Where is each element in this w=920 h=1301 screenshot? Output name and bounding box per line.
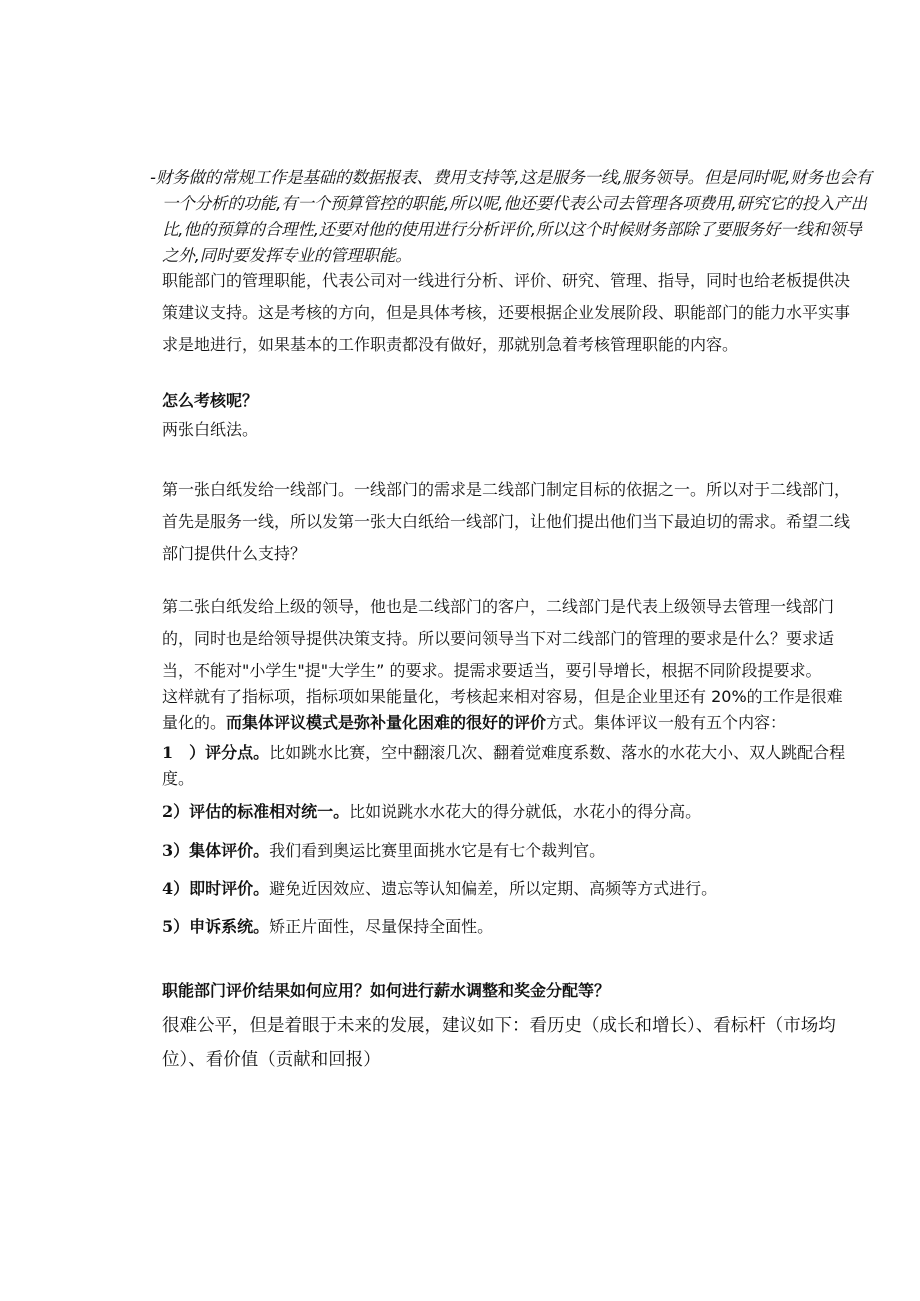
apply-line: 位）、看价值（贡献和回报）: [162, 1050, 381, 1070]
apply-line: 很难公平，但是着眼于未来的发展，建议如下：看历史（成长和增长）、看标杆（市场均: [162, 1016, 836, 1036]
intro-line: 一个分析的功能,有一个预算管控的职能,所以呢,他还要代表公司去管理各项费用,研究它的投入产出: [162, 194, 867, 213]
item-title: 即时评价。: [189, 879, 270, 898]
apply-paragraph: [162, 1009, 836, 1077]
intro-italic-paragraph: [150, 165, 872, 269]
item-text: 比如跳水比赛，空中翻滚几次、翻着觉难度系数、落水的水花大小、双人跳配合程: [269, 743, 846, 762]
indicator-bold: 而集体评议模式是弥补量化困难的很好的评价: [226, 713, 547, 732]
item-number: 5）: [162, 917, 190, 936]
sheet2-paragraph: [162, 591, 834, 687]
sheet2-line: 第二张白纸发给上级的领导，他也是二线部门的客户，二线部门是代表上级领导去管理一线部门: [162, 597, 835, 616]
item-text: 矫正片面性，尽量保持全面性。: [269, 917, 494, 936]
indicator-line: [162, 710, 843, 736]
mgmt-line: 求是地进行，如果基本的工作职责都没有做好，那就别急着考核管理职能的内容。: [162, 335, 739, 354]
list-item: [162, 873, 717, 905]
apply-heading: 职能部门评价结果如何应用？如何进行薪水调整和奖金分配等？: [162, 981, 611, 1000]
item-number: 1 ）: [162, 743, 206, 762]
intro-line: -财务做的常规工作是基础的数据报表、费用支持等,这是服务一线,服务领导。但是同时呢,财务也会有: [150, 168, 872, 187]
item-number: 3）: [162, 841, 190, 860]
intro-line: 比,他的预算的合理性,还要对他的使用进行分析评价,所以这个时候财务部除了要服务好一线和领导: [162, 220, 862, 239]
indicator-text: 量化的。: [162, 713, 227, 732]
indicator-paragraph: [162, 684, 843, 736]
how-heading: 怎么考核呢？: [162, 391, 259, 410]
sheet2-line: 的，同时也是给领导提供决策支持。所以要问领导当下对二线部门的管理的要求是什么？要求适: [162, 629, 835, 648]
item-number: 2）: [162, 802, 190, 821]
sheet1-line: 部门提供什么支持？: [162, 544, 307, 563]
list-item-line: [162, 740, 845, 766]
indicator-line: 这样就有了指标项，指标项如果能量化，考核起来相对容易，但是企业里还有 20%的工作是很难: [162, 687, 843, 706]
item-title: 申诉系统。: [189, 917, 270, 936]
list-item: [162, 740, 845, 792]
sheet1-paragraph: [162, 474, 850, 570]
item-title: 集体评价。: [189, 841, 270, 860]
list-item: [162, 911, 493, 943]
item-text: 比如说跳水水花大的得分就低，水花小的得分高。: [349, 802, 702, 821]
list-item: [162, 835, 605, 867]
item-title: 评分点。: [205, 743, 270, 762]
item-title: 评估的标准相对统一。: [189, 802, 350, 821]
sheet2-line: 当，不能对"小学生"提"大学生” 的要求。提需求要适当，要引导增长，根据不同阶段提要求。: [162, 661, 822, 680]
item-number: 4）: [162, 879, 190, 898]
item-text: 我们看到奥运比赛里面挑水它是有七个裁判官。: [269, 841, 606, 860]
list-item: [162, 796, 701, 828]
mgmt-function-paragraph: [162, 265, 850, 361]
item-text: 避免近因效应、遗忘等认知偏差，所以定期、高频等方式进行。: [269, 879, 718, 898]
intro-line: 之外,同时要发挥专业的管理职能。: [162, 246, 412, 265]
sheet1-line: 首先是服务一线，所以发第一张大白纸给一线部门，让他们提出他们当下最迫切的需求。希望二线: [162, 512, 851, 531]
item-text-continued: 度。: [162, 769, 195, 788]
sheet1-line: 第一张白纸发给一线部门。一线部门的需求是二线部门制定目标的依据之一。所以对于二线部门，: [162, 480, 851, 499]
mgmt-line: 策建议支持。这是考核的方向，但是具体考核，还要根据企业发展阶段、职能部门的能力水平实事: [162, 303, 851, 322]
mgmt-line: 职能部门的管理职能，代表公司对一线进行分析、评价、研究、管理、指导，同时也给老板提供决: [162, 271, 851, 290]
indicator-text: 方式。集体评议一般有五个内容：: [546, 713, 787, 732]
two-sheets-method: 两张白纸法。: [162, 420, 259, 439]
